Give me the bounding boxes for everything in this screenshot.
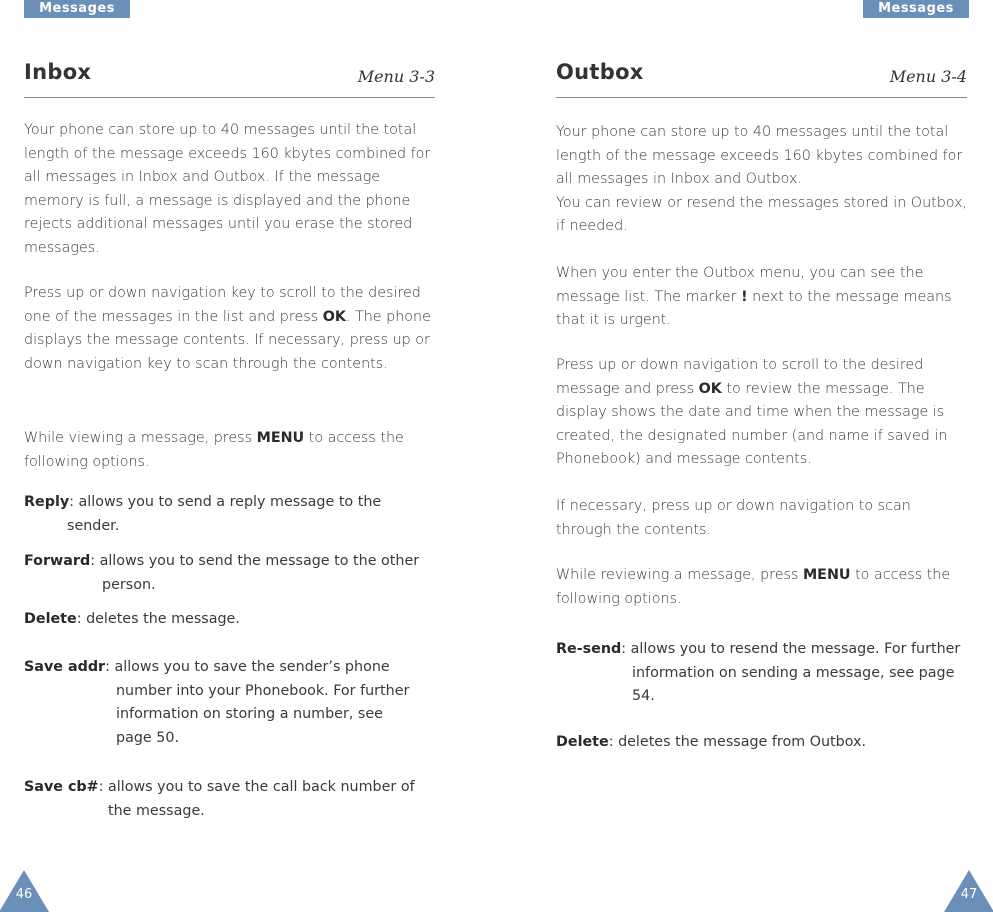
- option-save-addr: Save addr: allows you to save the sender’s phone number into your Phonebook. For further information on storing a number, see page 50.: [24, 659, 410, 746]
- option-delete: Delete: deletes the message from Outbox.: [556, 734, 867, 750]
- outbox-paragraph-list: When you enter the Outbox menu, you can see the message list. The marker ! next to the message means that it is urgent.: [556, 265, 952, 328]
- key-ok: OK: [322, 308, 346, 325]
- menu-reference: Menu 3-4: [889, 67, 967, 86]
- page-title: Inbox: [24, 60, 92, 84]
- inbox-paragraph-navigation: Press up or down navigation key to scroll to the desired one of the messages in the list and press OK. The phone displays the message contents. If necessary, press up or down navigation key to scan through the contents.: [24, 285, 431, 372]
- outbox-paragraph-review: Press up or down navigation to scroll to the desired message and press OK to review the message. The display shows the date and time when the message is created, the designated number (and name if saved in Phonebook) and message contents.: [556, 357, 948, 467]
- option-re-send: Re-send: allows you to resend the message. For further information on sending a message, see page 54.: [556, 641, 961, 704]
- option-save-cb: Save cb#: allows you to save the call back number of the message.: [24, 779, 415, 819]
- left-page-header: [24, 60, 435, 98]
- section-tab-left: Messages: [24, 0, 130, 18]
- outbox-paragraph-options: While reviewing a message, press MENU to access the following options.: [556, 567, 951, 607]
- option-forward: Forward: allows you to send the message to the other person.: [24, 553, 420, 593]
- urgent-marker: !: [741, 288, 748, 305]
- menu-reference: Menu 3-3: [357, 67, 435, 86]
- key-menu: MENU: [256, 430, 305, 446]
- page-number-left: 46: [15, 887, 33, 902]
- page-title: Outbox: [556, 60, 644, 84]
- section-tab-right: Messages: [863, 0, 969, 18]
- option-reply: Reply: allows you to send a reply message to the sender.: [24, 494, 382, 534]
- inbox-paragraph-storage: Your phone can store up to 40 messages until the total length of the message exceeds 160 kbytes combined for all messages in Inbox and Outbox. If the message memory is full, a message is displayed and the phone rejects additional messages until you erase the stored messages.: [24, 122, 431, 256]
- key-menu: MENU: [802, 567, 851, 583]
- outbox-paragraph-storage: Your phone can store up to 40 messages until the total length of the message exceeds 160 kbytes combined for all messages in Inbox and Outbox. You can review or resend the messages stored in Outbox, if needed.: [556, 124, 968, 234]
- right-page-header: [556, 60, 967, 98]
- option-delete: Delete: deletes the message.: [24, 611, 240, 627]
- page-number-right: 47: [960, 887, 978, 902]
- inbox-paragraph-options: While viewing a message, press MENU to access the following options.: [24, 430, 404, 470]
- key-ok: OK: [698, 380, 722, 397]
- outbox-paragraph-scan: If necessary, press up or down navigation to scan through the contents.: [556, 498, 911, 538]
